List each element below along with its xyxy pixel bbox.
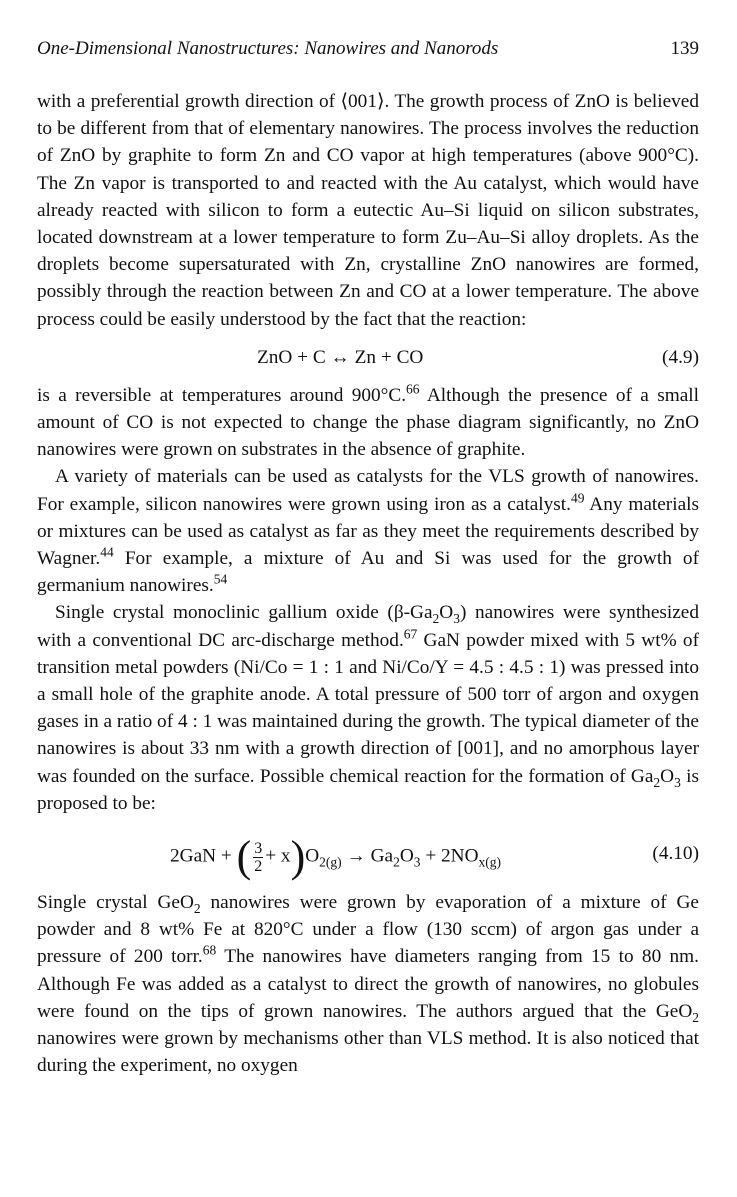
paragraph-text: with a preferential growth direction of ⟨001⟩. The growth process of ZnO is believed to be different from that of elementary nanowires. The process involves the reduction of ZnO by graphite to form Zn and CO vapor at high temperatures (above 900°C). The Zn vapor is transported to and reacted with the Au catalyst, which would have already reacted with silicon to form a eutectic Au–Si liquid on silicon substrates, located downstream at a lower temperature to form Zu–Au–Si alloy droplets. As the droplets become supersaturated with Zn, crystalline ZnO nanowires are formed, possibly through the reaction between Zn and CO at a lower temperature. The above process could be easily understood by the fact that the reaction: (37, 91, 699, 330)
paragraph-text: O (660, 765, 675, 787)
paragraph-catalysts (37, 463, 699, 599)
fraction (253, 840, 263, 875)
reference-superscript: 66 (406, 381, 420, 397)
subscript: 3 (453, 611, 460, 627)
paragraph-text: is proposed to be: (37, 765, 699, 814)
paragraph-text: GaN powder mixed with 5 wt% of transition metal powders (Ni/Co = 1 : 1 and Ni/Co/Y = 4.5 : 4.5 : 1) was pressed into a small hole of the graphite anode. A total pressure of 500 torr of argon and oxygen gases in a ratio of 4 : 1 was maintained during the growth. The typical diameter of the nanowires is about 33 nm with a growth direction of [001], and no amorphous layer was founded on the surface. Possible chemical reaction for the formation of Ga (37, 629, 699, 787)
paragraph-gallium-oxide (37, 599, 699, 817)
fraction-numerator: 3 (254, 839, 263, 857)
subscript: 2(g) (319, 854, 342, 870)
paragraph-text: Single crystal GeO (37, 892, 194, 914)
reference-superscript: 68 (202, 943, 217, 959)
reference-superscript: 44 (100, 544, 114, 560)
paragraph-text: Although the presence of a small amount of CO is not expected to change the phase diagram significantly, no ZnO nanowires were grown on substrates in the absence of graphite. (37, 384, 699, 461)
right-paren: ) (290, 832, 306, 882)
subscript: 2 (432, 611, 440, 627)
equation-label: (4.9) (662, 346, 699, 368)
equation-term: + 2NO (420, 845, 479, 867)
reference-superscript: 49 (570, 490, 585, 506)
subscript: 2 (393, 854, 400, 870)
equation-term: → Ga (341, 845, 394, 867)
left-paren: ( (236, 832, 252, 882)
paragraph-geo2 (37, 889, 699, 1079)
page-number: 139 (670, 38, 699, 59)
paragraph-text: A variety of materials can be used as catalysts for the VLS growth of nanowires. For example, silicon nanowires were grown using iron as a catalyst. (37, 466, 699, 515)
running-title: One-Dimensional Nanostructures: Nanowires and Nanorods (37, 38, 499, 59)
subscript: 2 (692, 1009, 699, 1025)
paragraph-text: nanowires were grown by mechanisms other than VLS method. It is also noticed that during the experiment, no oxygen (37, 1028, 699, 1077)
subscript: 2 (193, 900, 201, 916)
paragraph-text: For example, a mixture of Au and Si was used for the growth of germanium nanowires. (37, 548, 699, 597)
paragraph-text: The nanowires have diameters ranging from 15 to 80 nm. Although Fe was added as a catalyst to direct the growth of nanowires, no globules were found on the tips of grown nanowires. The authors argued that the GeO (37, 946, 699, 1022)
running-header (37, 38, 699, 60)
paragraph-text: O (439, 602, 454, 624)
body-text (37, 88, 699, 1080)
reference-superscript: 67 (403, 626, 418, 642)
paragraph-text: ) nanowires were synthesized with a conventional DC arc-discharge method. (37, 602, 699, 651)
paragraph-reversible (37, 382, 699, 464)
paragraph-text: Any materials or mixtures can be used as catalyst as far as they meet the requirements described by Wagner. (37, 493, 699, 570)
equation-4-9 (37, 344, 699, 371)
subscript: 2 (653, 774, 661, 790)
subscript: 3 (674, 774, 681, 790)
equation-4-10 (37, 831, 699, 882)
subscript: 3 (413, 854, 421, 870)
equation-term: O (399, 845, 414, 867)
equation-body (170, 832, 502, 882)
paragraph-text: nanowires were grown by evaporation of a mixture of Ge powder and 8 wt% Fe at 820°C under a flow (130 sccm) of argon gas under a pressure of 200 torr. (37, 892, 699, 968)
paragraph-text: is a reversible at temperatures around 900°C. (37, 384, 407, 406)
subscript: x(g) (478, 854, 502, 870)
equation-label: (4.10) (652, 843, 699, 865)
fraction-denominator: 2 (254, 857, 263, 875)
equation-term: + x (265, 845, 291, 867)
paragraph-text: Single crystal monoclinic gallium oxide (β-Ga (55, 602, 433, 624)
paragraph-zno-growth (37, 88, 699, 333)
reference-superscript: 54 (213, 571, 228, 587)
equation-term: O (305, 845, 320, 867)
equation-body: ZnO + C ↔ Zn + CO (257, 346, 424, 368)
equation-term: 2GaN + (170, 845, 237, 867)
